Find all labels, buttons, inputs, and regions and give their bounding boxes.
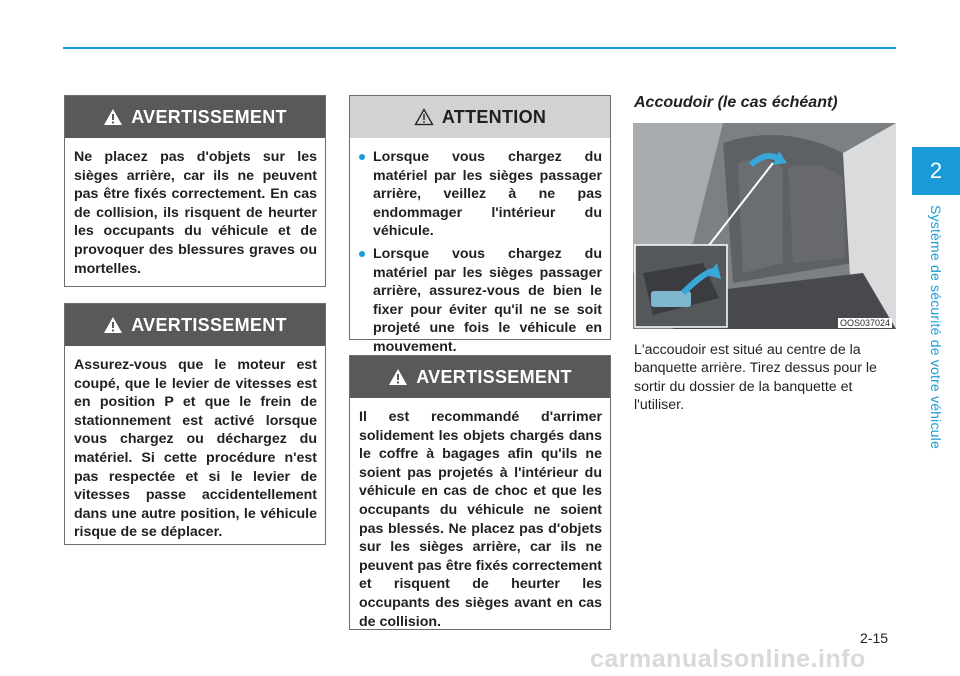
page-number: 2-15 <box>860 630 889 646</box>
warning-header <box>65 304 325 346</box>
attention-header <box>350 96 610 138</box>
warning-triangle-icon <box>388 368 408 386</box>
image-code: OOS037024 <box>839 318 890 328</box>
attention-box <box>349 95 611 355</box>
top-rule <box>63 47 896 49</box>
attention-body <box>350 138 610 371</box>
warning-box-1 <box>64 95 326 287</box>
chapter-number-tab: 2 <box>912 147 960 195</box>
warning-triangle-icon <box>103 316 123 334</box>
warning-heading: AVERTISSEMENT <box>131 314 287 335</box>
warning-text: Ne placez pas d'objets sur les sièges arrière, car ils ne peuvent pas être fixés correctement. En cas de collision, ils risquent de heurter les occupants du véhicule et de provoquer des blessures graves ou mortelles. <box>74 149 317 277</box>
warning-box-3 <box>349 355 611 630</box>
watermark: carmanualsonline.info <box>590 645 866 673</box>
warning-triangle-icon <box>103 108 123 126</box>
armrest-description: L'accoudoir est situé au centre de la banquette arrière. Tirez dessus pour le sortir du dossier de la banquette et l'utiliser. <box>634 342 877 414</box>
attention-item: Lorsque vous chargez du matériel par les sièges passager arrière, assurez-vous de bien le fixer pour éviter qu'il ne se soit projeté une fois le véhicule en mouvement. <box>359 245 602 357</box>
warning-box-2 <box>64 303 326 545</box>
warning-header <box>350 356 610 398</box>
attention-item: Lorsque vous chargez du matériel par les sièges passager arrière, veillez à ne pas endommager l'intérieur du véhicule. <box>359 148 602 241</box>
attention-heading: ATTENTION <box>441 106 547 127</box>
warning-text: Assurez-vous que le moteur est coupé, que le levier de vitesses est en position P et que le frein de stationnement est activé lorsque vous chargez ou déchargez du matériel. Si cette procédure n'est pas respectée et si le levier de vitesses passe accidentellement dans une autre position, le véhicule risque de se déplacer. <box>74 357 317 541</box>
rear-seat-illustration <box>633 123 896 329</box>
caution-triangle-icon <box>414 108 434 126</box>
warning-header <box>65 96 325 138</box>
attention-list <box>359 148 602 357</box>
warning-heading: AVERTISSEMENT <box>416 366 572 387</box>
section-title: Accoudoir (le cas échéant) <box>634 94 838 111</box>
armrest-photo <box>633 123 896 329</box>
warning-text: Il est recommandé d'arrimer solidement les objets chargés dans le coffre à bagages afin qu'ils ne soient pas projetés à l'intérieur du véhicule en cas de choc et que les occupants du véhicule ne soient pas blessés. Ne placez pas d'objets sur les sièges arrière, car ils ne peuvent pas être fixés correctement et risquent de heurter les occupants des sièges avant en cas de collision. <box>359 409 602 630</box>
chapter-title: Système de sécurité de votre véhicule <box>928 205 944 449</box>
warning-heading: AVERTISSEMENT <box>131 106 287 127</box>
